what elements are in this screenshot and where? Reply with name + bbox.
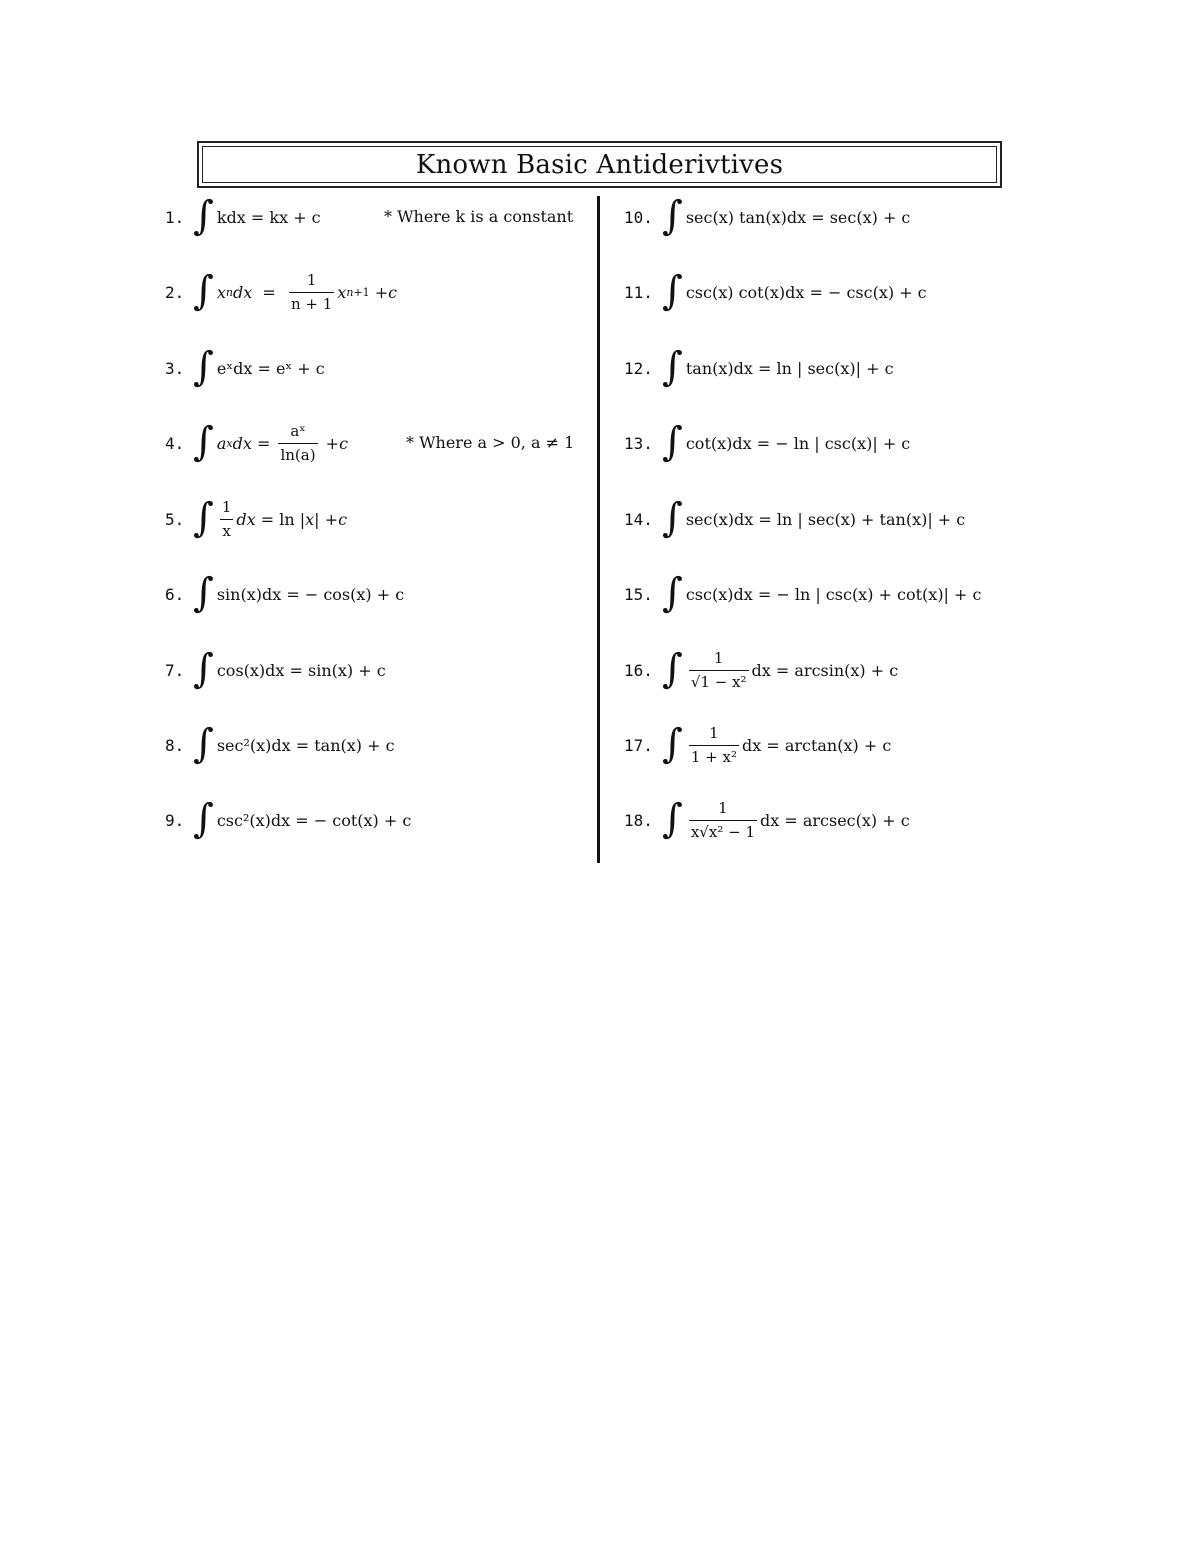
formula-expression: eˣdx = eˣ + c bbox=[216, 358, 325, 378]
formula-12 bbox=[624, 338, 894, 398]
formula-4 bbox=[165, 413, 348, 473]
formula-number: 1. bbox=[165, 207, 185, 227]
formula-6 bbox=[165, 564, 404, 624]
fraction: $\frac{1}{x}$ bbox=[221, 497, 232, 540]
fraction: $\frac{1}{\text{x√x² − 1}}$ bbox=[690, 798, 755, 841]
integral-icon: ∫ bbox=[193, 419, 214, 465]
formula-number: 14. bbox=[624, 509, 653, 529]
formula-1 bbox=[165, 187, 321, 247]
integral-icon: ∫ bbox=[662, 419, 683, 465]
formula-expression: tan(x)dx = ln | sec(x)| + c bbox=[685, 358, 894, 378]
formula-14 bbox=[624, 489, 965, 549]
integral-icon: ∫ bbox=[193, 570, 214, 616]
formula-number: 16. bbox=[624, 660, 653, 680]
integral-icon: ∫ bbox=[662, 570, 683, 616]
formula-expression: $\frac{1}{\text{x√x² − 1}}$ dx = arcsec(x) + c bbox=[690, 798, 910, 841]
integral-icon: ∫ bbox=[662, 268, 683, 314]
formula-number: 6. bbox=[165, 584, 185, 604]
formula-expression: sec(x) tan(x)dx = sec(x) + c bbox=[685, 207, 911, 227]
integral-icon: ∫ bbox=[193, 268, 214, 314]
formula-number: 15. bbox=[624, 584, 653, 604]
formula-number: 8. bbox=[165, 735, 185, 755]
integral-icon: ∫ bbox=[193, 495, 214, 541]
formula-number: 3. bbox=[165, 358, 185, 378]
integral-icon: ∫ bbox=[193, 721, 214, 767]
formula-number: 9. bbox=[165, 810, 185, 830]
formula-15 bbox=[624, 564, 981, 624]
integral-icon: ∫ bbox=[662, 721, 683, 767]
formula-5 bbox=[165, 489, 347, 549]
integral-icon: ∫ bbox=[193, 796, 214, 842]
fraction: $\frac{1}{\text{√1 − x²}}$ bbox=[690, 648, 747, 691]
formula-number: 5. bbox=[165, 509, 185, 529]
formula-number: 11. bbox=[624, 282, 653, 302]
formula-number: 2. bbox=[165, 282, 185, 302]
integral-icon: ∫ bbox=[662, 344, 683, 390]
formula-8 bbox=[165, 715, 395, 775]
column-divider bbox=[597, 196, 600, 863]
formula-expression: cot(x)dx = − ln | csc(x)| + c bbox=[685, 433, 911, 453]
integral-icon: ∫ bbox=[193, 344, 214, 390]
formula-expression: sin(x)dx = − cos(x) + c bbox=[216, 584, 405, 604]
formula-expression: a x dx = $\frac{\text{aˣ}}{\ln(a)}$ + c bbox=[216, 421, 349, 464]
integral-icon: ∫ bbox=[193, 646, 214, 692]
formula-number: 7. bbox=[165, 660, 185, 680]
fraction: $\frac{1}{n + 1}$ bbox=[290, 270, 333, 313]
formula-expression: sec²(x)dx = tan(x) + c bbox=[216, 735, 395, 755]
formula-number: 4. bbox=[165, 433, 185, 453]
page-title: Known Basic Antiderivtives bbox=[202, 146, 997, 183]
integral-icon: ∫ bbox=[662, 796, 683, 842]
formula-expression: csc(x)dx = − ln | csc(x) + cot(x)| + c bbox=[685, 584, 982, 604]
integral-icon: ∫ bbox=[662, 646, 683, 692]
formula-expression: cos(x)dx = sin(x) + c bbox=[216, 660, 386, 680]
formula-2 bbox=[165, 262, 397, 322]
integral-icon: ∫ bbox=[193, 193, 214, 239]
integral-icon: ∫ bbox=[662, 193, 683, 239]
formula-expression: $\frac{1}{\text{√1 − x²}}$ dx = arcsin(x) + c bbox=[690, 648, 899, 691]
formula-number: 10. bbox=[624, 207, 653, 227]
formula-number: 13. bbox=[624, 433, 653, 453]
formula-17 bbox=[624, 715, 891, 775]
formula-expression: x n dx = $\frac{1}{n + 1}$ x n+1 + c bbox=[216, 270, 398, 313]
formula-expression: sec(x)dx = ln | sec(x) + tan(x)| + c bbox=[685, 509, 966, 529]
title-box bbox=[197, 141, 1002, 188]
formula-9 bbox=[165, 790, 411, 850]
formula-number: 17. bbox=[624, 735, 653, 755]
formula-18 bbox=[624, 790, 910, 850]
formula-4-note: * Where a > 0, a ≠ 1 bbox=[406, 433, 575, 452]
formula-1-note: * Where k is a constant bbox=[384, 207, 574, 226]
formula-number: 12. bbox=[624, 358, 653, 378]
fraction: $\frac{\text{aˣ}}{\ln(a)}$ bbox=[280, 421, 316, 464]
formula-number: 18. bbox=[624, 810, 653, 830]
fraction: $\frac{1}{\text{1 + x²}}$ bbox=[690, 723, 737, 766]
formula-expression: $\frac{1}{x}$ dx = ln | x | + c bbox=[221, 497, 348, 540]
formula-13 bbox=[624, 413, 910, 473]
formula-7 bbox=[165, 640, 386, 700]
formula-3 bbox=[165, 338, 325, 398]
formula-expression: csc²(x)dx = − cot(x) + c bbox=[216, 810, 412, 830]
formula-10 bbox=[624, 187, 910, 247]
integral-icon: ∫ bbox=[662, 495, 683, 541]
formula-expression: $\frac{1}{\text{1 + x²}}$ dx = arctan(x) + c bbox=[690, 723, 892, 766]
formula-11 bbox=[624, 262, 927, 322]
formula-expression: kdx = kx + c bbox=[216, 207, 321, 227]
formula-expression: csc(x) cot(x)dx = − csc(x) + c bbox=[685, 282, 927, 302]
formula-16 bbox=[624, 640, 898, 700]
